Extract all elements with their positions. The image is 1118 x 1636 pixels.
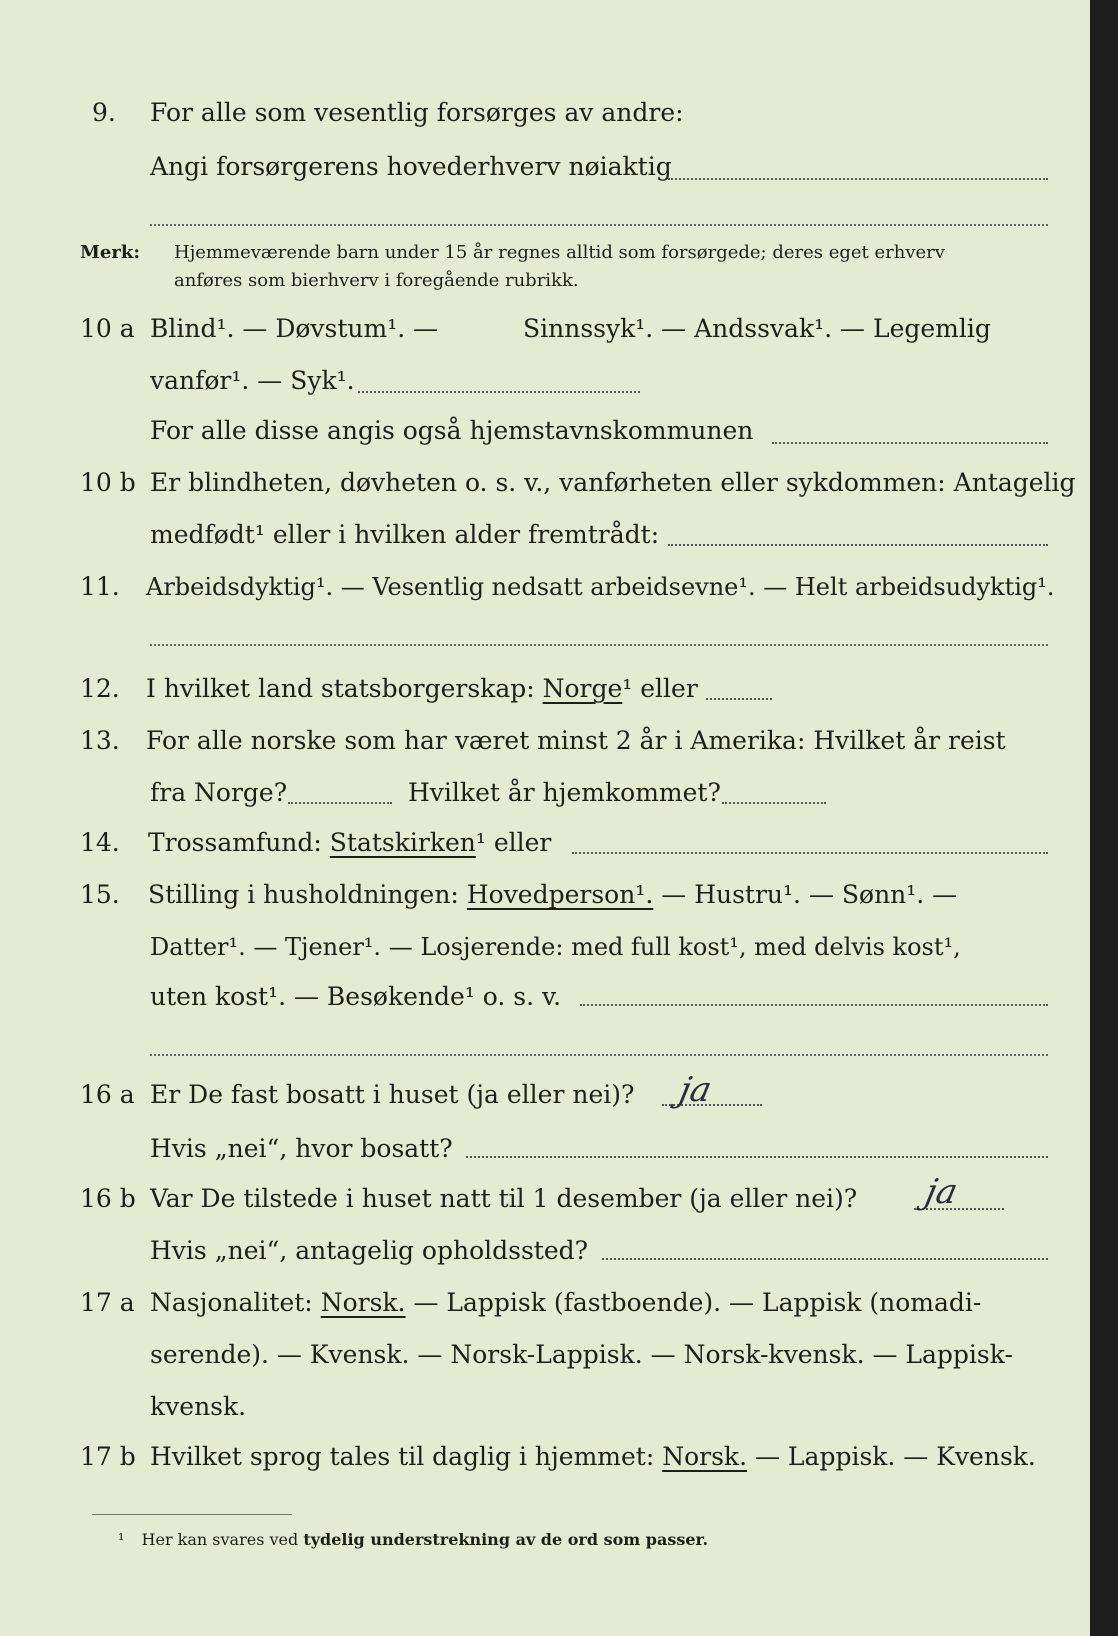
q16b-handwritten-answer[interactable]: ja (921, 1172, 962, 1212)
footnote-mark: ¹ (118, 1530, 125, 1549)
q13-reist-line[interactable] (288, 802, 392, 804)
q12-marked: Norge (542, 674, 623, 703)
q15-line3: uten kost¹. — Besøkende¹ o. s. v. (150, 982, 562, 1011)
q16a-line2: Hvis „nei“, hvor bosatt? (150, 1134, 453, 1163)
q17a-line1 (150, 1288, 981, 1318)
q17a-line3: kvensk. (150, 1392, 247, 1421)
q10a-kommune-line[interactable] (772, 442, 1048, 444)
q13-line1: For alle norske som har været minst 2 år i Amerika: Hvilket år reist (146, 726, 1006, 755)
q10a-line2: vanfør¹. — Syk¹. (150, 366, 355, 395)
q14-line (148, 828, 551, 858)
q15-answer-line[interactable] (580, 1004, 1048, 1006)
q17a-post: — Lappisk (fastboende). — Lappisk (nomadi- (413, 1288, 982, 1317)
merk-line2: anføres som bierhverv i foregående rubrikk. (174, 270, 579, 291)
footnote (118, 1530, 708, 1550)
q15-answer-line-2[interactable] (150, 1054, 1048, 1056)
q17b-post: — Lappisk. — Kvensk. (754, 1442, 1036, 1471)
q14-pre: Trossamfund: (148, 828, 322, 857)
q17a-pre: Nasjonalitet: (150, 1288, 313, 1317)
footnote-divider (92, 1514, 292, 1515)
q12-line (146, 674, 698, 704)
q17a-marked: Norsk. (320, 1288, 406, 1317)
q14-post: ¹ eller (475, 828, 552, 857)
q11-line1: Arbeidsdyktig¹. — Vesentlig nedsatt arbeidsevne¹. — Helt arbeidsudyktig¹. (146, 573, 1055, 601)
q15-pre: Stilling i husholdningen: (148, 880, 459, 909)
q9-answer-line[interactable] (668, 178, 1048, 180)
q11-answer-line[interactable] (150, 644, 1048, 646)
q17b-number: 17 b (80, 1442, 136, 1471)
q10a-answer-line[interactable] (358, 391, 640, 393)
q10a-line1a: Blind¹. — Døvstum¹. — (150, 314, 439, 343)
q13-line2a: fra Norge? (150, 778, 288, 807)
page-edge (1090, 0, 1118, 1636)
q17b-marked: Norsk. (662, 1442, 748, 1471)
q15-line1 (148, 880, 957, 910)
merk-line1: Hjemmeværende barn under 15 år regnes alltid som forsørgede; deres eget erhverv (174, 242, 945, 263)
q16b-line1: Var De tilstede i huset natt til 1 desember (ja eller nei)? (150, 1184, 858, 1213)
q15-number: 15. (80, 880, 120, 909)
q16a-number: 16 a (80, 1080, 135, 1109)
q15-marked: Hovedperson¹. (466, 880, 654, 909)
q10b-number: 10 b (80, 468, 136, 497)
q13-line2b: Hvilket år hjemkommet? (408, 778, 721, 807)
footnote-bold: tydelig understrekning av de ord som passer. (303, 1530, 709, 1549)
q9-number: 9. (92, 98, 116, 127)
q9-answer-line-2[interactable] (150, 224, 1048, 226)
q12-pre: I hvilket land statsborgerskap: (146, 674, 535, 703)
q15-post: — Hustru¹. — Sønn¹. — (661, 880, 958, 909)
q10b-line2: medfødt¹ eller i hvilken alder fremtrådt: (150, 520, 660, 549)
q10a-line3: For alle disse angis også hjemstavnskommunen (150, 416, 754, 445)
q16a-bosatt-line[interactable] (466, 1156, 1048, 1158)
q17a-number: 17 a (80, 1288, 135, 1317)
q10b-answer-line[interactable] (668, 544, 1048, 546)
q13-number: 13. (80, 726, 120, 755)
q12-answer-line[interactable] (706, 698, 772, 700)
q16b-number: 16 b (80, 1184, 136, 1213)
q15-line2: Datter¹. — Tjener¹. — Losjerende: med full kost¹, med delvis kost¹, (150, 933, 961, 961)
q16a-handwritten-answer[interactable]: ja (675, 1070, 716, 1110)
q17b-pre: Hvilket sprog tales til daglig i hjemmet: (150, 1442, 655, 1471)
q14-number: 14. (80, 828, 120, 857)
q10a-number: 10 a (80, 314, 135, 343)
footnote-pre: Her kan svares ved (141, 1530, 299, 1549)
q9-line1: For alle som vesentlig forsørges av andre: (150, 98, 684, 127)
q12-post: ¹ eller (622, 674, 698, 703)
q16a-line1: Er De fast bosatt i huset (ja eller nei)? (150, 1080, 635, 1109)
q17b-line1 (150, 1442, 1036, 1472)
merk-label: Merk: (80, 242, 140, 263)
q16b-line2: Hvis „nei“, antagelig opholdssted? (150, 1236, 589, 1265)
q12-number: 12. (80, 674, 120, 703)
q13-hjemkommet-line[interactable] (722, 802, 826, 804)
q10a-line1b: Sinnssyk¹. — Andssvak¹. — Legemlig (523, 314, 991, 343)
q9-line2: Angi forsørgerens hovederhverv nøiaktig (150, 152, 672, 181)
q16b-opholdssted-line[interactable] (602, 1258, 1048, 1260)
q14-marked: Statskirken (329, 828, 476, 857)
q14-answer-line[interactable] (572, 852, 1048, 854)
q17a-line2: serende). — Kvensk. — Norsk-Lappisk. — Norsk-kvensk. — Lappisk- (150, 1340, 1013, 1369)
q11-number: 11. (80, 572, 120, 601)
q10b-line1: Er blindheten, døvheten o. s. v., vanførheten eller sykdommen: Antagelig (150, 468, 1076, 497)
